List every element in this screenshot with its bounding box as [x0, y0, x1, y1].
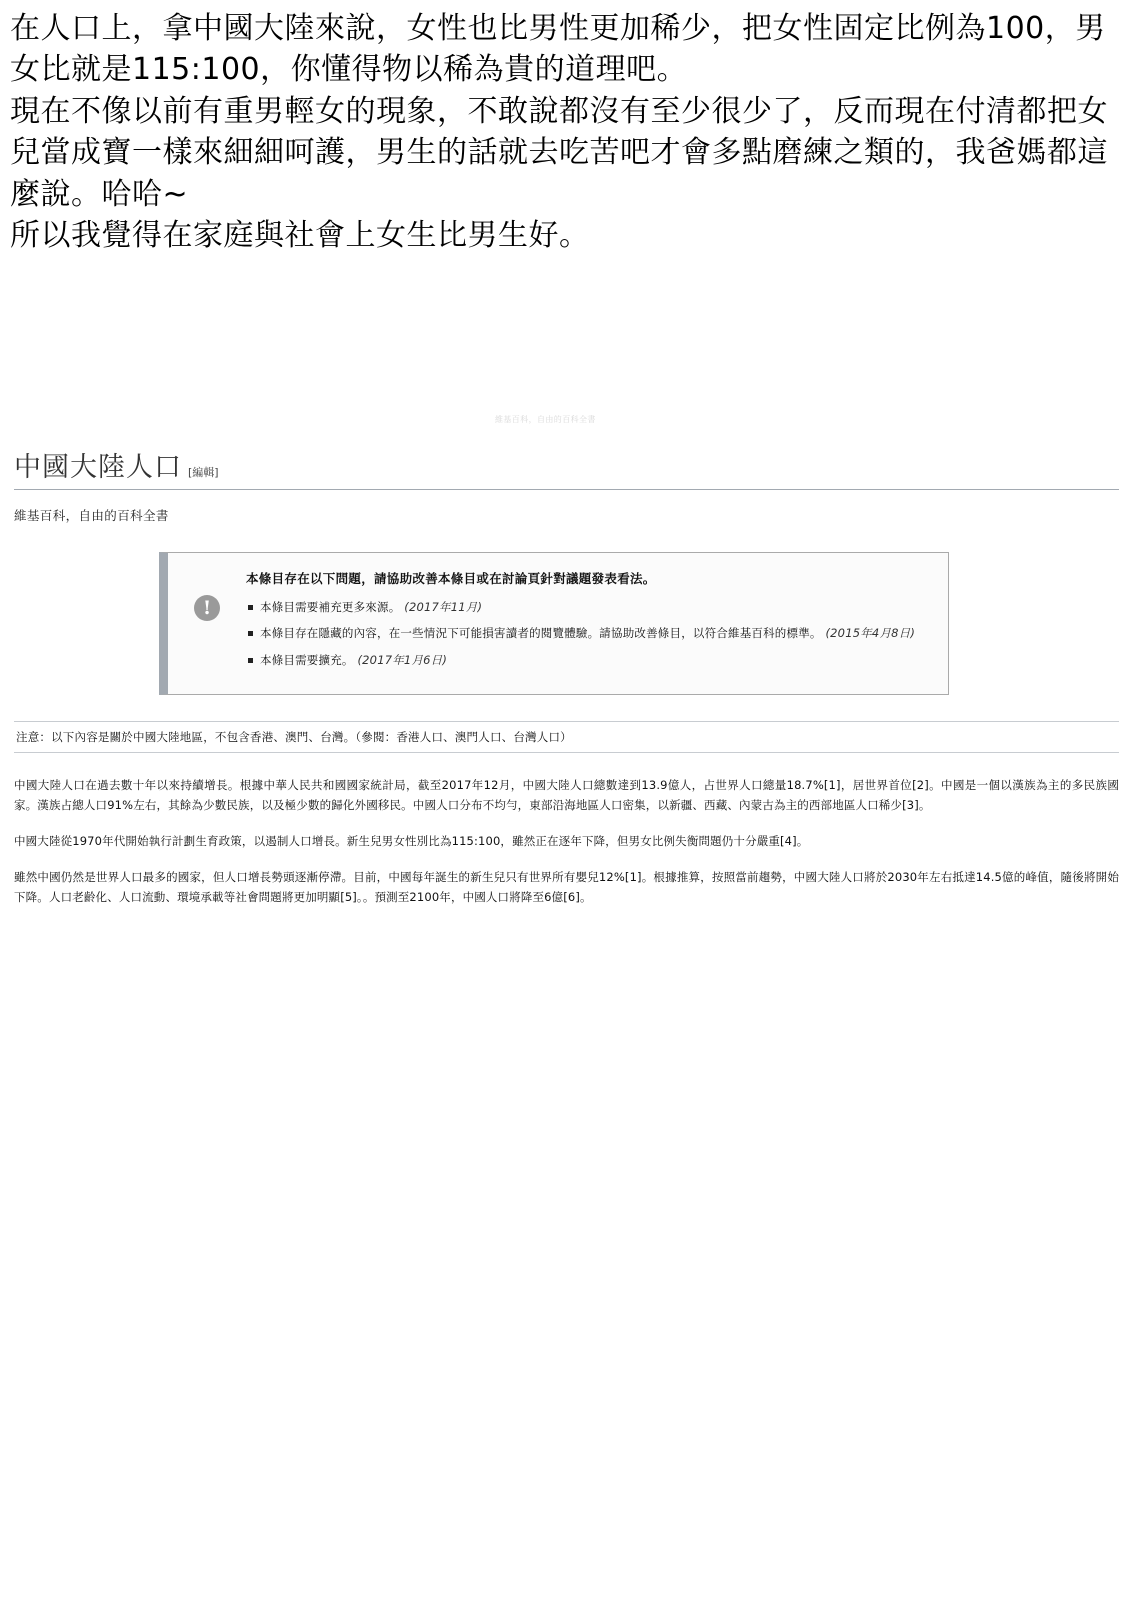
article-title-row	[14, 445, 1119, 490]
commentary-paragraph-2: 現在不像以前有重男輕女的現象，不敢說都沒有至少很少了，反而現在付清都把女兒當成寶一樣來細細呵護，男生的話就去吃苦吧才會多點磨練之類的，我爸媽都這麼說。哈哈~	[10, 93, 1108, 212]
list-item	[246, 625, 936, 642]
scope-note: 注意：以下內容是關於中國大陸地區，不包含香港、澳門、台灣。（參閱：香港人口、澳門人口、台灣人口）	[16, 729, 572, 744]
ambox-heading: 本條目存在以下問題，請協助改善本條目或在討論頁針對議題發表看法。	[246, 571, 656, 586]
issue-text: 本條目需要擴充。	[260, 652, 354, 667]
page-title: 中國大陸人口	[14, 452, 182, 483]
wikipedia-article-screenshot	[0, 415, 1133, 923]
list-item	[246, 652, 936, 669]
site-tagline: 維基百科，自由的百科全書	[14, 508, 169, 523]
scope-note-container	[14, 721, 1119, 753]
faded-page-header: 維基百科，自由的百科全書	[495, 415, 596, 424]
article-paragraph-2: 中國大陸從1970年代開始執行計劃生育政策，以遏制人口增長。新生兒男女性別比為115:100，雖然正在逐年下降，但男女比例失衡問題仍十分嚴重[4]。	[14, 834, 809, 848]
article-body	[14, 775, 1119, 908]
ambox-icon-cell	[168, 569, 246, 621]
commentary-paragraph-1: 在人口上，拿中國大陸來說，女性也比男性更加稀少，把女性固定比例為100，男女比就是115:100，你懂得物以稀為貴的道理吧。	[10, 11, 1106, 88]
edit-link[interactable]: [編輯]	[188, 466, 219, 479]
commentary-paragraph-3: 所以我覺得在家庭與社會上女生比男生好。	[10, 217, 590, 253]
user-commentary	[0, 0, 1133, 256]
exclamation-icon: !	[194, 595, 220, 621]
ambox-issue-list	[246, 599, 936, 669]
article-issues-box	[159, 552, 949, 695]
article-paragraph-3: 雖然中國仍然是世界人口最多的國家，但人口增長勢頭逐漸停滯。目前，中國每年誕生的新生兒只有世界所有嬰兒12%[1]。根據推算，按照當前趨勢，中國大陸人口將於2030年左右抵達14.5億的峰值，隨後將開始下降。人口老齡化、人口流動、環境承載等社會問題將更加明顯[5]。。預測至2100年，中國人口將降至6億[6]。	[14, 870, 1119, 905]
article-paragraph-1: 中國大陸人口在過去數十年以來持續增長。根據中華人民共和國國家統計局，截至2017年12月，中國大陸人口總數達到13.9億人，占世界人口總量18.7%[1]，居世界首位[2]。中國是一個以漢族為主的多民族國家。漢族占總人口91%左右，其餘為少數民族，以及極少數的歸化外國移民。中國人口分布不均勻，東部沿海地區人口密集，以新疆、西藏、內蒙古為主的西部地區人口稀少[3]。	[14, 777, 1119, 812]
issue-date: (2017年1月6日)	[357, 652, 448, 667]
issue-text: 本條目需要補充更多來源。	[260, 600, 401, 614]
ambox-body	[246, 569, 936, 678]
issue-text: 本條目存在隱藏的內容，在一些情況下可能損害讀者的閱覽體驗。請協助改善條目，以符合維基百科的標準。	[260, 626, 822, 641]
issue-date: (2015年4月8日)	[825, 626, 916, 641]
issue-date: (2017年11月)	[404, 600, 483, 614]
list-item	[246, 599, 936, 616]
